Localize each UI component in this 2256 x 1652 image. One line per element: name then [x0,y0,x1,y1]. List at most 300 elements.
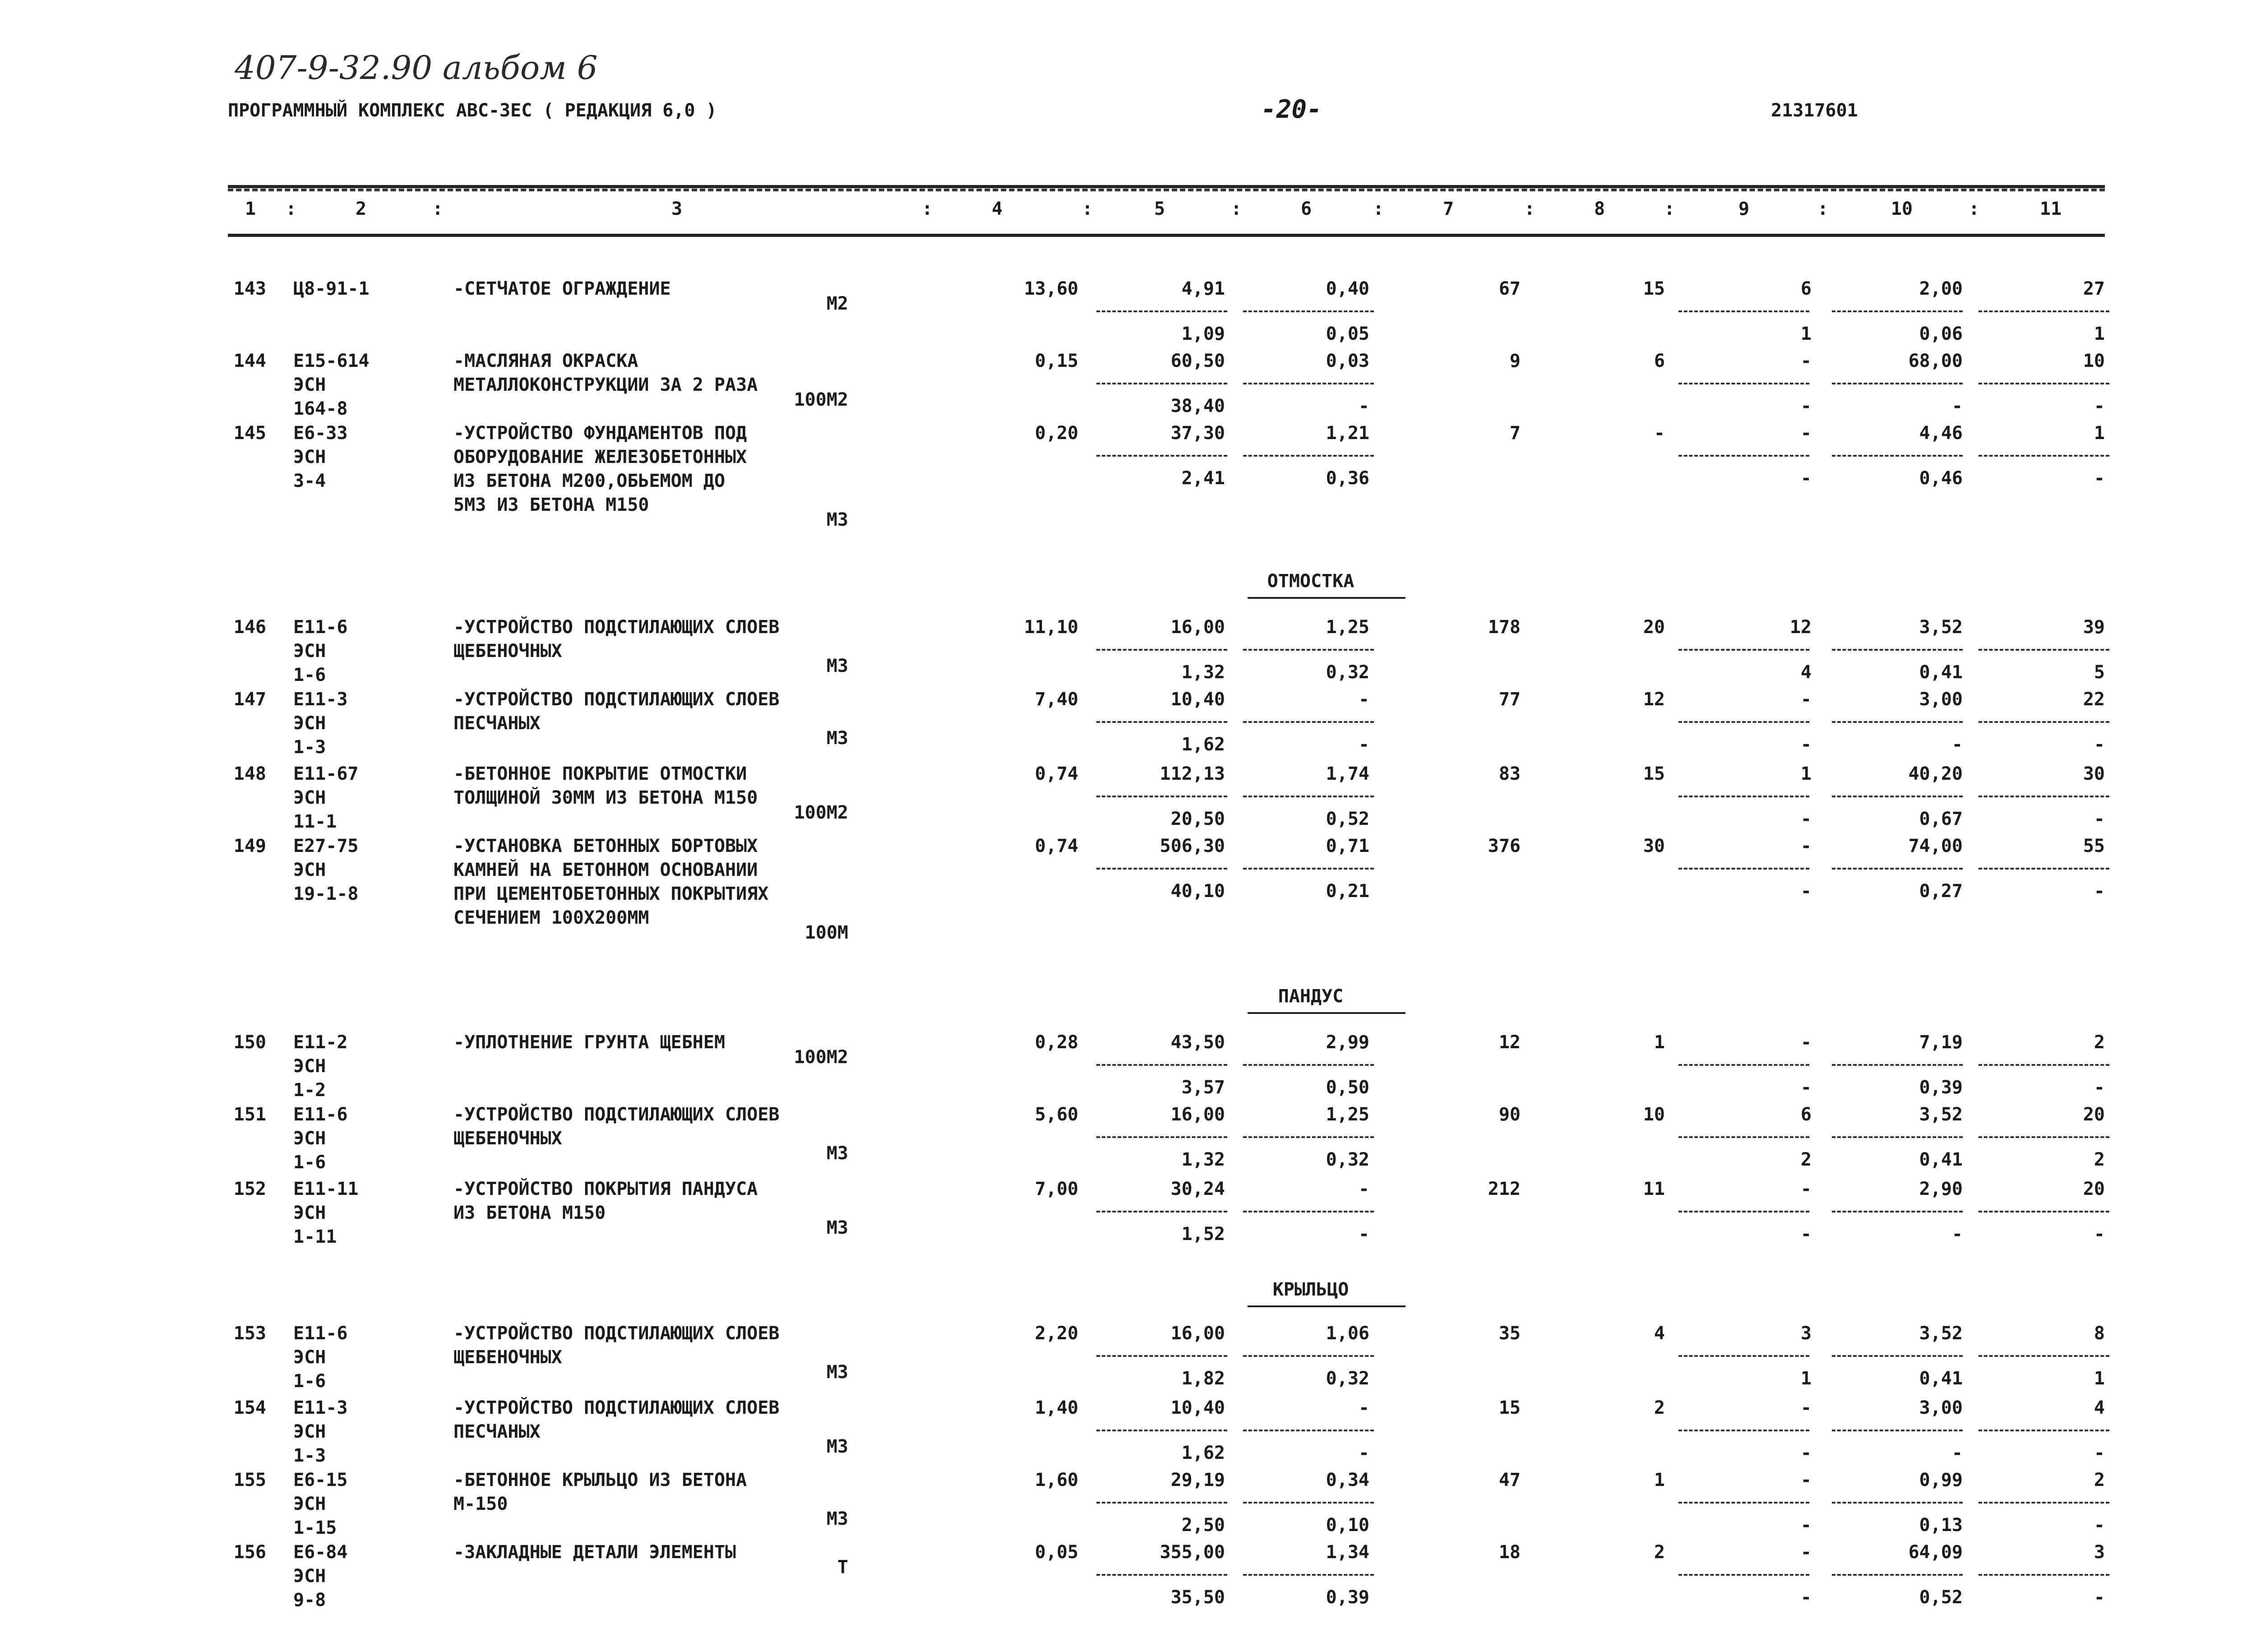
value-divider [1096,1211,1227,1212]
section-underline [1248,1305,1405,1307]
row-quantity: 13,60 [1024,278,1078,299]
row-description: -УСТРОЙСТВО ФУНДАМЕНТОВ ПОД [453,423,747,444]
row-c5: 355,00 [1160,1542,1225,1563]
column-header-9: 9 [1738,199,1750,219]
value-divider [1832,1064,1963,1066]
row-c6: 0,40 [1326,278,1369,299]
value-divider [1678,1502,1809,1504]
row-c6: 1,74 [1326,764,1369,784]
row-c5: 112,13 [1160,764,1225,784]
row-c10: 0,99 [1919,1470,1963,1490]
value-divider [1096,649,1227,651]
row-quantity: 0,74 [1035,764,1078,784]
row-code: Е11-67 [293,764,359,784]
row-c5: 10,40 [1170,1397,1225,1418]
row-c9b: - [1800,1224,1812,1245]
row-number: 146 [233,617,266,638]
row-c11b: - [2094,1587,2105,1608]
row-description: -УСТАНОВКА БЕТОННЫХ БОРТОВЫХ [453,836,758,856]
row-c8: 11 [1643,1179,1665,1199]
row-c6: - [1358,1179,1369,1199]
row-c6: - [1358,689,1369,710]
row-c5: 16,00 [1170,617,1225,638]
row-c8: 15 [1643,764,1665,784]
row-number: 145 [233,423,266,444]
row-c10: 2,90 [1919,1179,1963,1199]
row-code: 11-1 [293,811,337,832]
row-c5: 37,30 [1170,423,1225,444]
value-divider [1979,1136,2109,1138]
value-divider [1832,1430,1963,1431]
row-number: 151 [233,1104,266,1125]
row-c9: 6 [1800,278,1812,299]
row-description: -УСТРОЙСТВО ПОДСТИЛАЮЩИХ СЛОЕВ [453,689,780,710]
row-c10b: - [1951,1443,1963,1463]
row-c10: 74,00 [1908,836,1963,856]
row-code: ЭСН [293,787,326,808]
row-c11: 1 [2094,423,2105,444]
row-description: ПЕСЧАНЫХ [453,713,541,734]
row-c11b: 1 [2094,324,2105,344]
value-divider [1979,868,2109,870]
row-c7: 178 [1488,617,1521,638]
value-divider [1832,1574,1963,1576]
row-unit: М3 [826,509,848,530]
row-c11b: - [2094,881,2105,902]
value-divider [1979,1355,2109,1357]
row-c6b: 0,50 [1326,1077,1369,1098]
column-separator: : [1968,199,1980,219]
column-header-7: 7 [1442,199,1454,219]
row-c5: 16,00 [1170,1104,1225,1125]
row-c5b: 1,82 [1181,1368,1225,1389]
row-c8: 30 [1643,836,1665,856]
row-c11: 39 [2083,617,2105,638]
row-code: Е11-2 [293,1032,348,1053]
value-divider [1678,1136,1809,1138]
row-c8: 1 [1654,1470,1665,1490]
document-code: 21317601 [1771,100,1858,121]
row-c9b: - [1800,1077,1812,1098]
row-c8: 20 [1643,617,1665,638]
row-c10: 64,09 [1908,1542,1963,1563]
row-description: -УСТРОЙСТВО ПОДСТИЛАЮЩИХ СЛОЕВ [453,1323,780,1344]
row-c6b: 0,36 [1326,468,1369,489]
row-c5b: 1,62 [1181,734,1225,755]
value-divider [1243,1211,1374,1212]
row-c7: 376 [1488,836,1521,856]
row-code: Ц8-91-1 [293,278,370,299]
row-c11b: - [2094,1077,2105,1098]
row-c5b: 20,50 [1170,809,1225,829]
row-c6b: 0,52 [1326,809,1369,829]
row-description: -СЕТЧАТОЕ ОГРАЖДЕНИЕ [453,278,671,299]
value-divider [1096,1064,1227,1066]
row-c8: 4 [1654,1323,1665,1344]
row-c10: 3,52 [1919,617,1963,638]
value-divider [1832,868,1963,870]
row-c5: 30,24 [1170,1179,1225,1199]
value-divider [1678,1574,1809,1576]
row-code: Е6-15 [293,1470,348,1490]
row-description: ОБОРУДОВАНИЕ ЖЕЛЕЗОБЕТОННЫХ [453,447,747,467]
value-divider [1832,1136,1963,1138]
page-number: -20- [1261,95,1322,124]
value-divider [1979,383,2109,384]
row-c5: 60,50 [1170,351,1225,371]
row-c10: 2,00 [1919,278,1963,299]
row-c6b: - [1358,734,1369,755]
row-c7: 90 [1498,1104,1521,1125]
row-quantity: 5,60 [1035,1104,1078,1125]
row-c5b: 3,57 [1181,1077,1225,1098]
row-c6: 1,06 [1326,1323,1369,1344]
value-divider [1243,455,1374,457]
row-code: Е11-3 [293,1397,348,1418]
row-c5b: 2,41 [1181,468,1225,489]
row-c11: 2 [2094,1032,2105,1053]
row-c9: - [1800,1542,1812,1563]
row-c6b: - [1358,396,1369,416]
row-c9b: 4 [1800,662,1812,683]
row-code: 1-11 [293,1226,337,1247]
row-code: Е27-75 [293,836,359,856]
column-header-10: 10 [1891,199,1913,219]
value-divider [1979,1211,2109,1212]
row-c9: - [1800,689,1812,710]
row-quantity: 0,15 [1035,351,1078,371]
row-c9b: - [1800,881,1812,902]
row-c10: 68,00 [1908,351,1963,371]
row-number: 147 [233,689,266,710]
column-header-1: 1 [245,199,256,219]
table-top-rule [228,185,2105,188]
row-c6b: 0,32 [1326,1368,1369,1389]
row-c10b: 0,46 [1919,468,1963,489]
row-quantity: 11,10 [1024,617,1078,638]
row-c10b: 0,27 [1919,881,1963,902]
row-c11b: 5 [2094,662,2105,683]
value-divider [1243,310,1374,312]
row-c11: 22 [2083,689,2105,710]
row-description: КАМНЕЙ НА БЕТОННОМ ОСНОВАНИИ [453,860,758,880]
row-number: 155 [233,1470,266,1490]
row-description: -МАСЛЯНАЯ ОКРАСКА [453,351,638,371]
value-divider [1243,1574,1374,1576]
section-title-kryltso: КРЫЛЬЦО [1272,1279,1349,1300]
row-c10: 3,00 [1919,1397,1963,1418]
row-c8: 2 [1654,1397,1665,1418]
row-c9: - [1800,1470,1812,1490]
value-divider [1979,1064,2109,1066]
row-code: 1-15 [293,1518,337,1538]
row-quantity: 1,60 [1035,1470,1078,1490]
row-c11: 27 [2083,278,2105,299]
value-divider [1832,1211,1963,1212]
row-unit: М3 [826,1217,848,1238]
row-description: ЩЕБЕНОЧНЫХ [453,641,562,662]
value-divider [1979,796,2109,797]
row-quantity: 0,20 [1035,423,1078,444]
row-c7: 83 [1498,764,1521,784]
row-c10: 4,46 [1919,423,1963,444]
section-underline [1248,597,1405,599]
row-c9b: 1 [1800,1368,1812,1389]
value-divider [1678,796,1809,797]
value-divider [1832,649,1963,651]
row-code: 19-1-8 [293,884,359,904]
row-c9: - [1800,423,1812,444]
row-c11b: - [2094,1515,2105,1536]
row-description: -УСТРОЙСТВО ПОКРЫТИЯ ПАНДУСА [453,1179,758,1199]
row-c9: - [1800,836,1812,856]
row-c6b: - [1358,1224,1369,1245]
row-c7: 47 [1498,1470,1521,1490]
row-code: 1-3 [293,737,326,758]
row-c5b: 40,10 [1170,881,1225,902]
value-divider [1096,796,1227,797]
row-c6: 0,34 [1326,1470,1369,1490]
row-c10b: 0,41 [1919,1149,1963,1170]
row-description: -УСТРОЙСТВО ПОДСТИЛАЮЩИХ СЛОЕВ [453,1397,780,1418]
row-c6b: 0,39 [1326,1587,1369,1608]
column-header-2: 2 [355,199,367,219]
value-divider [1243,649,1374,651]
row-c11: 55 [2083,836,2105,856]
column-header-3: 3 [671,199,683,219]
row-unit: Т [837,1557,848,1578]
row-c11b: 1 [2094,1368,2105,1389]
row-code: 1-6 [293,1152,326,1173]
row-description: ЩЕБЕНОЧНЫХ [453,1347,562,1368]
row-description: 5М3 ИЗ БЕТОНА М150 [453,495,649,515]
row-code: ЭСН [293,1421,326,1442]
row-c5b: 1,32 [1181,662,1225,683]
row-code: 1-6 [293,1371,326,1392]
row-description: ПЕСЧАНЫХ [453,1421,541,1442]
row-c10b: 0,41 [1919,1368,1963,1389]
value-divider [1678,1355,1809,1357]
column-header-6: 6 [1300,199,1312,219]
row-c7: 7 [1509,423,1521,444]
row-number: 149 [233,836,266,856]
row-c10: 40,20 [1908,764,1963,784]
row-number: 150 [233,1032,266,1053]
handwritten-note: 407-9-32.90 альбом 6 [235,49,598,87]
row-description: -УПЛОТНЕНИЕ ГРУНТА ЩЕБНЕМ [453,1032,726,1053]
value-divider [1979,455,2109,457]
row-c11b: - [2094,1443,2105,1463]
value-divider [1243,1064,1374,1066]
value-divider [1678,383,1809,384]
row-c10b: 0,41 [1919,662,1963,683]
row-c8: 15 [1643,278,1665,299]
value-divider [1979,1430,2109,1431]
column-separator: : [1373,199,1384,219]
section-underline [1248,1012,1405,1014]
row-quantity: 0,05 [1035,1542,1078,1563]
row-code: Е15-614 [293,351,370,371]
row-description: ИЗ БЕТОНА М200,ОБЬЕМОМ ДО [453,471,726,491]
row-description: ПРИ ЦЕМЕНТОБЕТОННЫХ ПОКРЫТИЯХ [453,884,769,904]
row-c11: 4 [2094,1397,2105,1418]
row-c7: 9 [1509,351,1521,371]
row-number: 154 [233,1397,266,1418]
row-c9b: - [1800,1443,1812,1463]
row-c5: 10,40 [1170,689,1225,710]
row-c9b: - [1800,396,1812,416]
value-divider [1678,455,1809,457]
column-separator: : [921,199,933,219]
value-divider [1096,1355,1227,1357]
row-c6: 0,71 [1326,836,1369,856]
row-description: ИЗ БЕТОНА М150 [453,1203,606,1223]
row-c7: 15 [1498,1397,1521,1418]
row-c9: 3 [1800,1323,1812,1344]
row-code: Е11-6 [293,1104,348,1125]
row-description: ЩЕБЕНОЧНЫХ [453,1128,562,1149]
row-c11b: - [2094,1224,2105,1245]
row-code: Е11-3 [293,689,348,710]
row-c7: 212 [1488,1179,1521,1199]
row-quantity: 2,20 [1035,1323,1078,1344]
row-c9: 6 [1800,1104,1812,1125]
value-divider [1979,310,2109,312]
row-c11b: - [2094,734,2105,755]
value-divider [1678,1211,1809,1212]
row-code: ЭСН [293,1494,326,1514]
value-divider [1832,310,1963,312]
value-divider [1678,649,1809,651]
column-separator: : [432,199,444,219]
value-divider [1096,1430,1227,1431]
row-code: ЭСН [293,713,326,734]
row-c9b: 1 [1800,324,1812,344]
column-separator: : [1230,199,1242,219]
row-c9: - [1800,351,1812,371]
row-description: -БЕТОННОЕ КРЫЛЬЦО ИЗ БЕТОНА [453,1470,747,1490]
column-header-8: 8 [1594,199,1605,219]
row-number: 148 [233,764,266,784]
value-divider [1096,1574,1227,1576]
row-quantity: 7,00 [1035,1179,1078,1199]
row-c6b: - [1358,1443,1369,1463]
value-divider [1096,1502,1227,1504]
row-c8: 1 [1654,1032,1665,1053]
row-c5b: 1,09 [1181,324,1225,344]
row-c5b: 1,32 [1181,1149,1225,1170]
row-c10b: - [1951,396,1963,416]
value-divider [1979,1502,2109,1504]
column-header-5: 5 [1154,199,1165,219]
value-divider [1979,1574,2109,1576]
value-divider [1243,1430,1374,1431]
row-c10b: 0,52 [1919,1587,1963,1608]
value-divider [1243,721,1374,723]
row-code: 3-4 [293,471,326,491]
value-divider [1832,796,1963,797]
row-c11b: - [2094,396,2105,416]
row-unit: М3 [826,1143,848,1164]
row-c5b: 35,50 [1170,1587,1225,1608]
row-description: СЕЧЕНИЕМ 100Х200ММ [453,907,649,928]
value-divider [1096,1136,1227,1138]
value-divider [1832,383,1963,384]
row-c6: 1,25 [1326,1104,1369,1125]
row-c10: 3,52 [1919,1323,1963,1344]
value-divider [1243,1355,1374,1357]
row-description: МЕТАЛЛОКОНСТРУКЦИИ ЗА 2 РАЗА [453,375,758,395]
value-divider [1832,455,1963,457]
value-divider [1678,310,1809,312]
value-divider [1979,721,2109,723]
section-title-otmostka: ОТМОСТКА [1267,571,1355,592]
row-number: 153 [233,1323,266,1344]
value-divider [1678,868,1809,870]
row-c9b: - [1800,809,1812,829]
row-code: 1-6 [293,665,326,685]
row-quantity: 0,74 [1035,836,1078,856]
row-c11b: 2 [2094,1149,2105,1170]
row-c8: 2 [1654,1542,1665,1563]
row-c11b: - [2094,809,2105,829]
row-c8: 6 [1654,351,1665,371]
row-c7: 67 [1498,278,1521,299]
value-divider [1243,796,1374,797]
row-description: -ЗАКЛАДНЫЕ ДЕТАЛИ ЭЛЕМЕНТЫ [453,1542,736,1563]
value-divider [1243,383,1374,384]
row-code: ЭСН [293,1566,326,1587]
row-c5: 16,00 [1170,1323,1225,1344]
row-c10b: 0,39 [1919,1077,1963,1098]
row-c9: - [1800,1179,1812,1199]
row-unit: 100М2 [794,1047,848,1068]
row-c10b: 0,13 [1919,1515,1963,1536]
row-quantity: 1,40 [1035,1397,1078,1418]
value-divider [1832,1502,1963,1504]
row-c10: 3,52 [1919,1104,1963,1125]
row-c6: 1,34 [1326,1542,1369,1563]
row-c6b: 0,10 [1326,1515,1369,1536]
row-c10b: - [1951,1224,1963,1245]
column-separator: : [1664,199,1675,219]
row-c11: 8 [2094,1323,2105,1344]
row-c9b: - [1800,1515,1812,1536]
row-c9: 12 [1789,617,1812,638]
header-bottom-rule [228,234,2105,237]
value-divider [1243,1136,1374,1138]
row-code: 1-3 [293,1445,326,1466]
row-code: ЭСН [293,1203,326,1223]
row-c6: 2,99 [1326,1032,1369,1053]
row-code: Е11-6 [293,617,348,638]
row-unit: 100М2 [794,802,848,823]
row-c5: 43,50 [1170,1032,1225,1053]
row-code: Е6-84 [293,1542,348,1563]
value-divider [1096,383,1227,384]
value-divider [1096,455,1227,457]
row-code: 1-2 [293,1080,326,1101]
row-c9: 1 [1800,764,1812,784]
row-c6b: 0,21 [1326,881,1369,902]
row-c6b: 0,05 [1326,324,1369,344]
program-title: ПРОГРАММНЫЙ КОМПЛЕКС АВС-3ЕС ( РЕДАКЦИЯ 6,0 ) [228,100,717,121]
row-c6: 1,25 [1326,617,1369,638]
row-c5b: 38,40 [1170,396,1225,416]
row-c9: - [1800,1032,1812,1053]
row-c5b: 2,50 [1181,1515,1225,1536]
row-c6b: 0,32 [1326,1149,1369,1170]
